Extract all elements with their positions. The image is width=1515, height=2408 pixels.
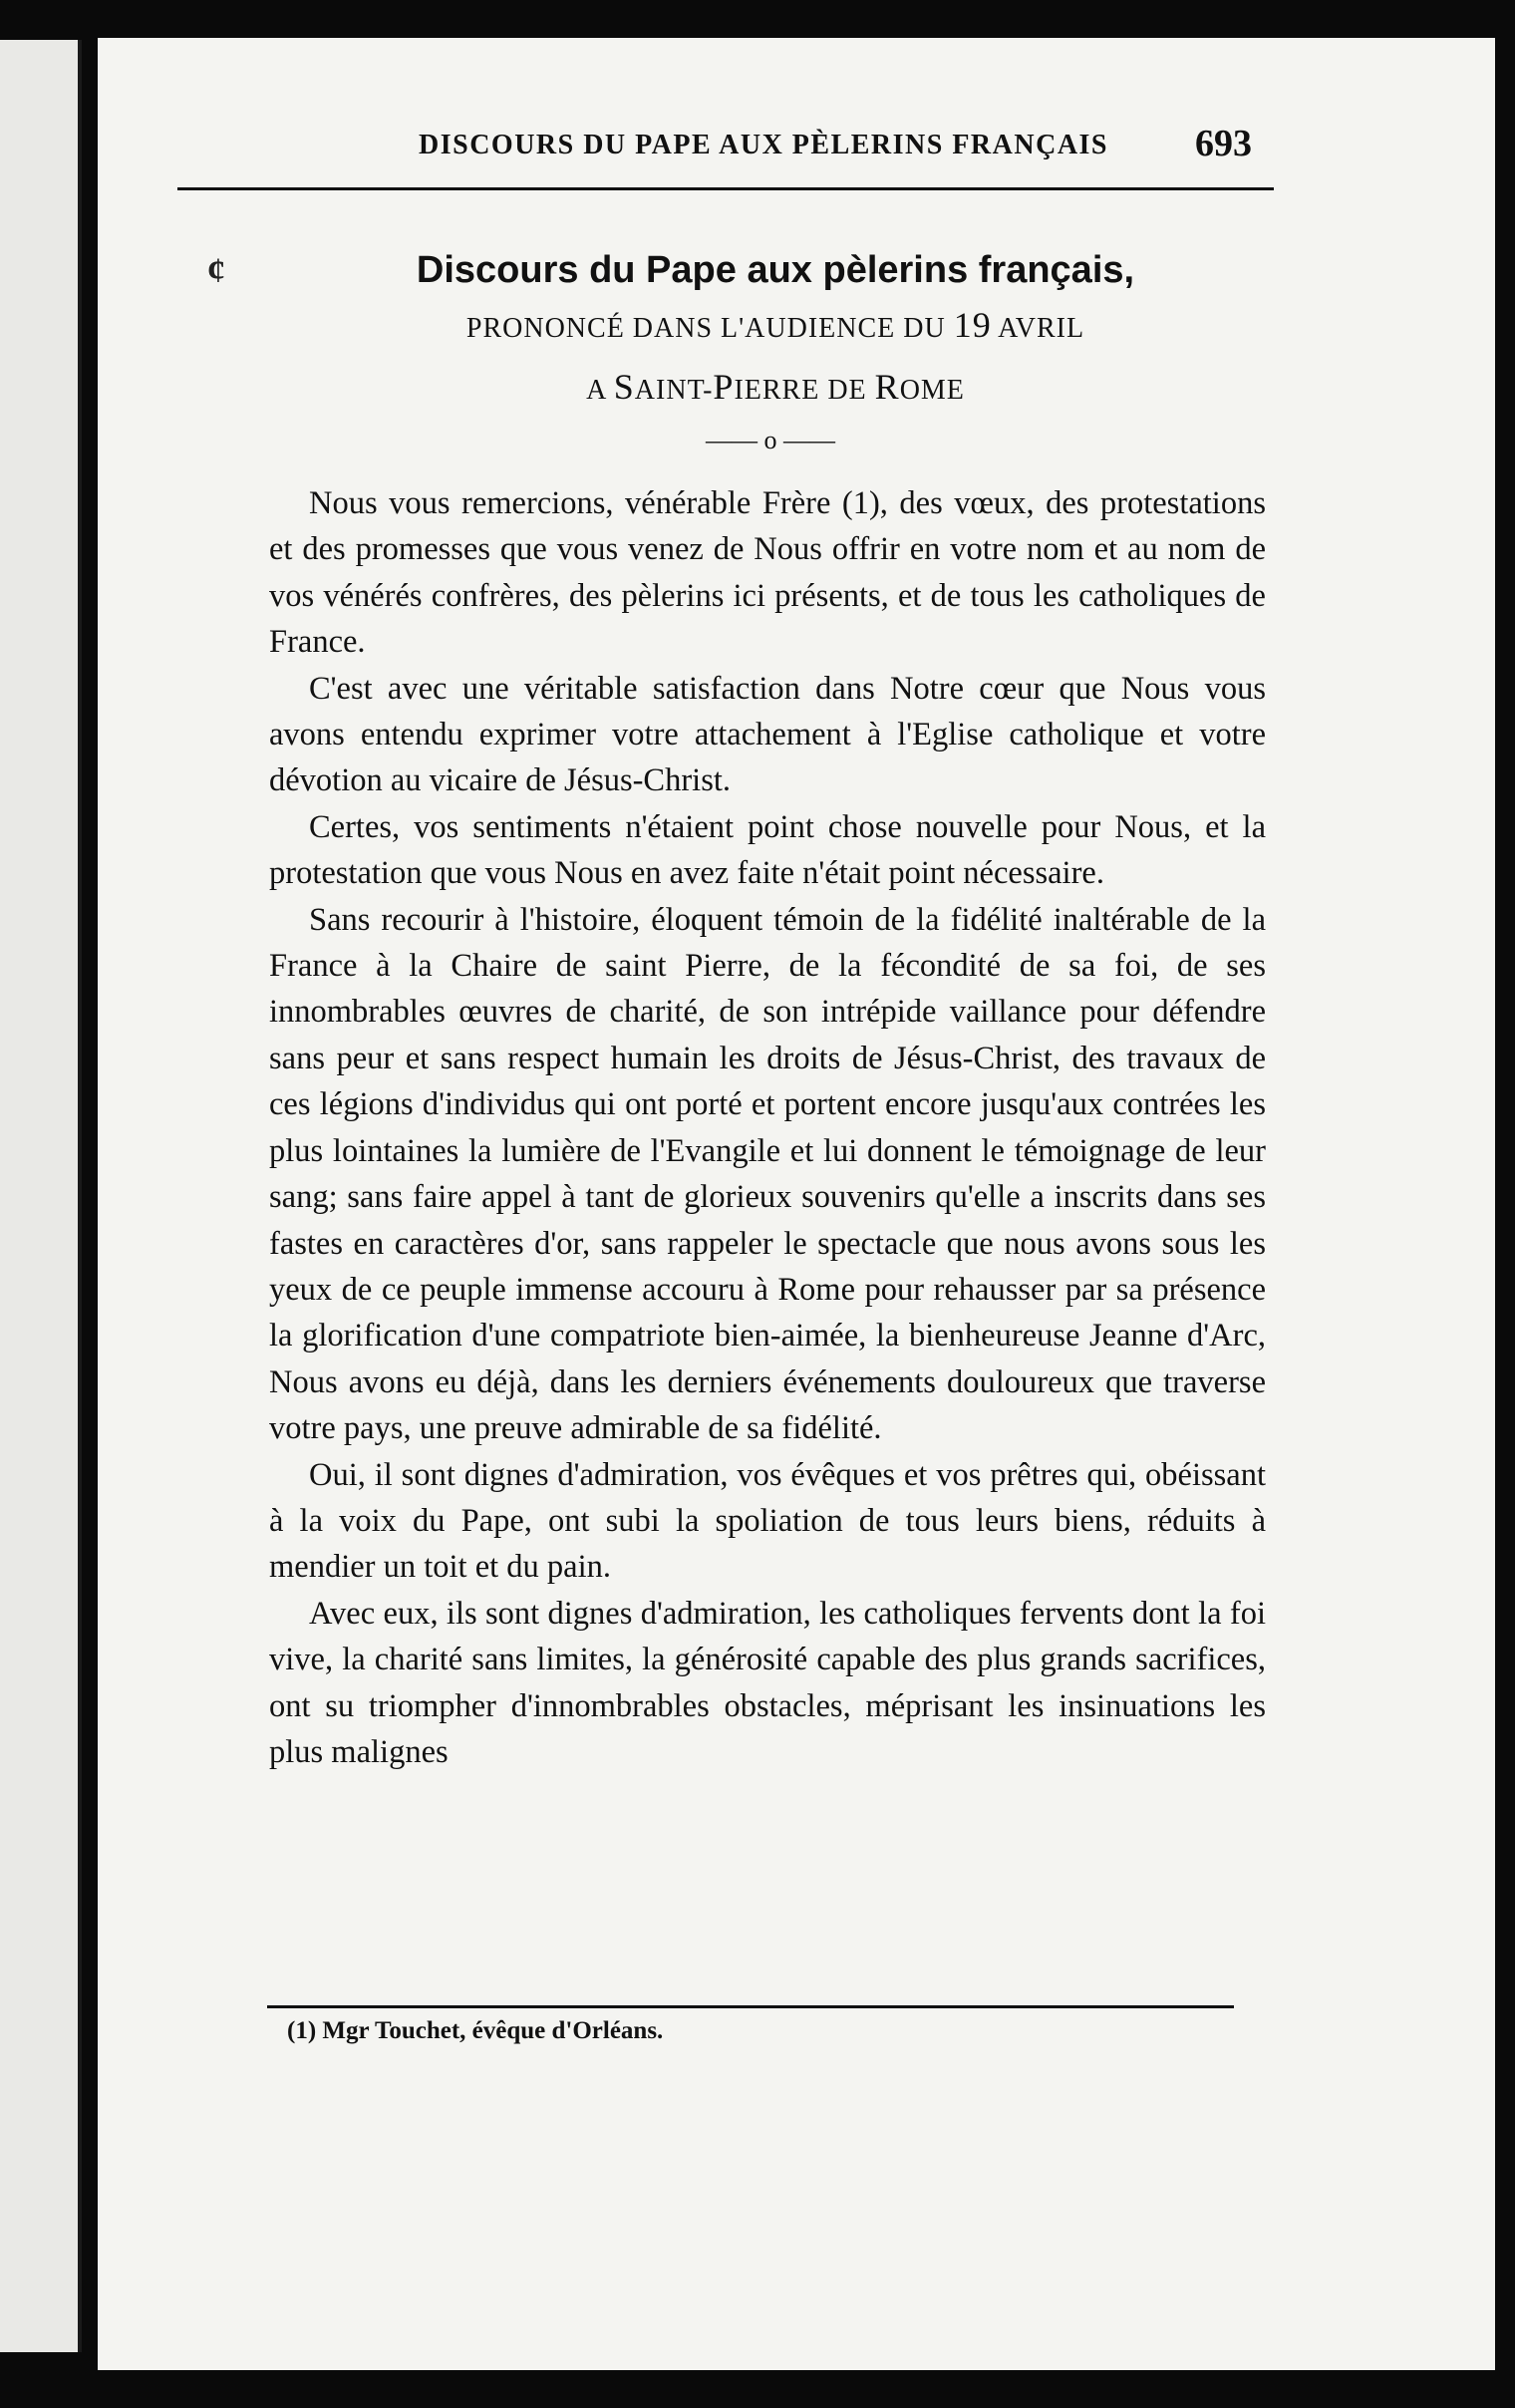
- stray-print-mark: ¢: [207, 250, 225, 290]
- subtitle-suffix: AVRIL: [991, 313, 1085, 344]
- paragraph: Avec eux, ils sont dignes d'admiration, les catholiques fervents dont la foi vive, la charité sans limites, la générosité capable des plus grands sacrifices, ont su triompher d'innombrables obstacles, méprisant les insinuations les plus malignes: [269, 1595, 1266, 1770]
- place-ierre: IERRE DE: [734, 375, 875, 406]
- page-number: 693: [1195, 123, 1252, 164]
- running-head: [177, 122, 1274, 181]
- running-title: DISCOURS DU PAPE AUX PÈLERINS FRANÇAIS: [419, 130, 1109, 160]
- discourse-subtitle: [277, 299, 1274, 355]
- paragraph: Nous vous remercions, vénérable Frère (1), des vœux, des protestations et des promesses que vous venez de Nous offrir en votre nom et au nom de vos vénérés confrères, des pèlerins ici présents, et de tous les catholiques de France.: [269, 485, 1266, 661]
- place-ome: OME: [899, 375, 965, 406]
- discourse-body: [269, 480, 1266, 1775]
- place-prefix: A: [586, 375, 614, 406]
- header-rule: [177, 187, 1274, 190]
- discourse-place: [277, 355, 1274, 423]
- place-cap-r: R: [874, 367, 900, 407]
- discourse-heading: [177, 241, 1274, 458]
- paragraph: Sans recourir à l'histoire, éloquent témoin de la fidélité inaltérable de la France à la Chaire de saint Pierre, de la fécondité de sa foi, de ses innombrables œuvres de charité, de son intrépide vaillance pour défendre sans peur et sans respect humain les droits de Jésus-Christ, des travaux de ces légions d'individus qui ont porté et portent encore jusqu'aux contrées les plus lointaines la lumière de l'Evangile et lui donnent le témoignage de leur sang; sans faire appel à tant de glorieux souvenirs qu'elle a inscrits dans ses fastes en caractères d'or, sans rappeler le spectacle que nous avons sous les yeux de ce peuple immense accouru à Rome pour rehausser par sa présence la glorification d'une compatriote bien-aimée, la bienheureuse Jeanne d'Arc, Nous avons eu déjà, dans les derniers événements douloureux que traverse votre pays, une preuve admirable de sa fidélité.: [269, 901, 1266, 1447]
- place-cap-p: P: [713, 367, 735, 407]
- paragraph: Certes, vos sentiments n'étaient point chose nouvelle pour Nous, et la protestation que vous Nous en avez faite n'était point nécessaire.: [269, 808, 1266, 892]
- scan-border: [1495, 0, 1515, 2408]
- discourse-title: Discours du Pape aux pèlerins français,: [416, 249, 1135, 291]
- place-aint: AINT-: [634, 375, 714, 406]
- paragraph: Oui, il sont dignes d'admiration, vos évêques et vos prêtres qui, obéissant à la voix du Pape, ont subi la spoliation de tous leurs biens, réduits à mendier un toit et du pain.: [269, 1456, 1266, 1586]
- adjacent-page-edge: [0, 40, 82, 2352]
- subtitle-prefix: PRONONCÉ DANS L'AUDIENCE DU: [465, 313, 954, 344]
- place-cap-s: S: [613, 367, 635, 407]
- paragraph: C'est avec une véritable satisfaction dans Notre cœur que Nous vous avons entendu exprimer votre attachement à l'Eglise catholique et votre dévotion au vicaire de Jésus-Christ.: [269, 670, 1266, 799]
- subtitle-day: 19: [953, 305, 992, 345]
- section-ornament: —— o ——: [706, 426, 835, 454]
- footnote: (1) Mgr Touchet, évêque d'Orléans.: [287, 2017, 664, 2044]
- footnote-rule: [267, 2005, 1234, 2008]
